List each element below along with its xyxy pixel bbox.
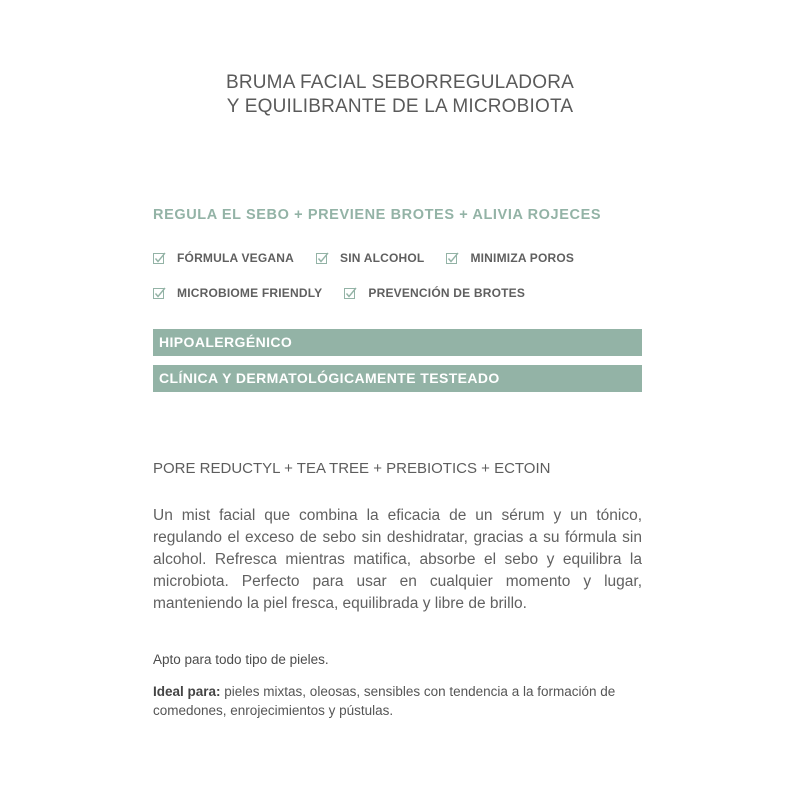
hypoallergenic-band: HIPOALERGÉNICO [153,329,642,356]
checkbox-check-icon [446,252,459,265]
feature-label: PREVENCIÓN DE BROTES [368,286,526,300]
feature-row-2 [153,283,547,303]
product-title-line-1: BRUMA FACIAL SEBORREGULADORA [225,72,575,93]
ideal-for-paragraph [153,682,653,720]
benefits-subtitle: REGULA EL SEBO + PREVIENE BROTES + ALIVIA ROJECES [153,207,602,223]
ideal-for-text: pieles mixtas, oleosas, sensibles con tendencia a la formación de comedones, enrojecimientos y pústulas. [153,684,616,718]
feature-row-1 [153,248,596,268]
feature-vegan-formula [153,251,294,265]
ideal-for-label: Ideal para: [153,684,221,699]
feature-breakout-prevention [344,286,525,300]
ingredients-line: PORE REDUCTYL + TEA TREE + PREBIOTICS + ECTOIN [153,460,551,477]
feature-label: MINIMIZA POROS [470,251,575,265]
checkbox-check-icon [344,287,357,300]
checkbox-check-icon [316,252,329,265]
feature-label: MICROBIOME FRIENDLY [177,286,323,300]
product-title-line-2: Y EQUILIBRANTE DE LA MICROBIOTA [226,96,574,117]
feature-label: SIN ALCOHOL [340,251,425,265]
feature-microbiome-friendly [153,286,322,300]
checkbox-check-icon [153,287,166,300]
skin-type-statement: Apto para todo tipo de pieles. [153,652,329,667]
product-title [0,71,800,119]
clinically-tested-band: CLÍNICA Y DERMATOLÓGICAMENTE TESTEADO [153,365,642,392]
product-description: Un mist facial que combina la eficacia de un sérum y un tónico, regulando el exceso de sebo sin deshidratar, gracias a su fórmula sin alcohol. Refresca mientras matifica, absorbe el sebo y equilibra la microbiota. Perfecto para usar en cualquier momento y lugar, manteniendo la piel fresca, equilibrada y libre de brillo. [153,507,642,612]
checkbox-check-icon [153,252,166,265]
feature-label: FÓRMULA VEGANA [177,251,295,265]
feature-minimize-pores [446,251,574,265]
feature-no-alcohol [316,251,424,265]
